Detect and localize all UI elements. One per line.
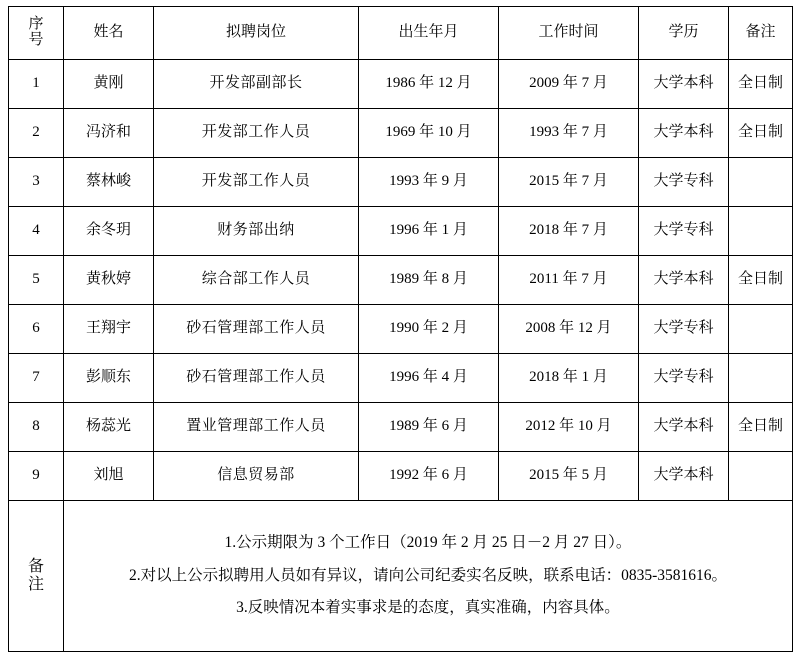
cell-index: 4 xyxy=(9,207,64,256)
column-header-index xyxy=(9,7,64,60)
table-row xyxy=(9,452,793,501)
table-row xyxy=(9,207,793,256)
column-header-work: 工作时间 xyxy=(499,7,639,60)
cell-note: 全日制 xyxy=(729,109,793,158)
cell-work: 2012 年 10 月 xyxy=(499,403,639,452)
cell-birth: 1989 年 8 月 xyxy=(359,256,499,305)
remarks-line-3: 3.反映情况本着实事求是的态度，真实准确，内容具体。 xyxy=(236,599,620,617)
cell-post: 砂石管理部工作人员 xyxy=(154,305,359,354)
cell-note: 全日制 xyxy=(729,403,793,452)
cell-name: 黄秋婷 xyxy=(64,256,154,305)
cell-name: 刘旭 xyxy=(64,452,154,501)
cell-education: 大学本科 xyxy=(639,109,729,158)
cell-name: 余冬玥 xyxy=(64,207,154,256)
table-row xyxy=(9,109,793,158)
column-header-index-line1: 序 xyxy=(28,16,44,33)
table-row xyxy=(9,354,793,403)
cell-index: 5 xyxy=(9,256,64,305)
cell-work: 2018 年 7 月 xyxy=(499,207,639,256)
cell-post: 开发部工作人员 xyxy=(154,158,359,207)
cell-post: 置业管理部工作人员 xyxy=(154,403,359,452)
remarks-line-1: 1.公示期限为 3 个工作日（2019 年 2 月 25 日－2 月 27 日）。 xyxy=(224,533,632,551)
column-header-index-line2: 号 xyxy=(28,32,44,48)
cell-work: 2018 年 1 月 xyxy=(499,354,639,403)
cell-note: 全日制 xyxy=(729,256,793,305)
remarks-content-cell xyxy=(64,501,793,652)
table-row xyxy=(9,305,793,354)
cell-post: 砂石管理部工作人员 xyxy=(154,354,359,403)
cell-index: 1 xyxy=(9,60,64,109)
cell-birth: 1992 年 6 月 xyxy=(359,452,499,501)
cell-education: 大学本科 xyxy=(639,60,729,109)
column-header-note: 备注 xyxy=(729,7,793,60)
remarks-label-cell xyxy=(9,501,64,652)
cell-post: 综合部工作人员 xyxy=(154,256,359,305)
cell-index: 8 xyxy=(9,403,64,452)
cell-education: 大学专科 xyxy=(639,354,729,403)
remarks-line-2: 2.对以上公示拟聘用人员如有异议，请向公司纪委实名反映，联系电话：0835-3581616。 xyxy=(128,566,728,584)
cell-name: 杨蕊光 xyxy=(64,403,154,452)
cell-work: 2015 年 5 月 xyxy=(499,452,639,501)
table-row xyxy=(9,60,793,109)
remarks-label-line2: 注 xyxy=(27,576,44,593)
cell-note xyxy=(729,207,793,256)
cell-note xyxy=(729,158,793,207)
cell-post: 财务部出纳 xyxy=(154,207,359,256)
cell-work: 2008 年 12 月 xyxy=(499,305,639,354)
cell-index: 6 xyxy=(9,305,64,354)
cell-education: 大学专科 xyxy=(639,158,729,207)
cell-work: 2015 年 7 月 xyxy=(499,158,639,207)
column-header-birth: 出生年月 xyxy=(359,7,499,60)
cell-note xyxy=(729,305,793,354)
cell-name: 彭顺东 xyxy=(64,354,154,403)
remarks-label-line1: 备 xyxy=(27,558,44,576)
cell-name: 蔡林峻 xyxy=(64,158,154,207)
table-body xyxy=(9,60,793,652)
cell-post: 信息贸易部 xyxy=(154,452,359,501)
cell-education: 大学本科 xyxy=(639,452,729,501)
cell-note xyxy=(729,452,793,501)
cell-birth: 1969 年 10 月 xyxy=(359,109,499,158)
column-header-post: 拟聘岗位 xyxy=(154,7,359,60)
table-row xyxy=(9,256,793,305)
table-header xyxy=(9,7,793,60)
cell-birth: 1993 年 9 月 xyxy=(359,158,499,207)
cell-name: 王翔宇 xyxy=(64,305,154,354)
cell-work: 2009 年 7 月 xyxy=(499,60,639,109)
cell-index: 7 xyxy=(9,354,64,403)
cell-name: 冯济和 xyxy=(64,109,154,158)
cell-index: 9 xyxy=(9,452,64,501)
candidate-roster-table xyxy=(8,6,793,652)
cell-education: 大学本科 xyxy=(639,403,729,452)
cell-post: 开发部副部长 xyxy=(154,60,359,109)
cell-note: 全日制 xyxy=(729,60,793,109)
cell-birth: 1986 年 12 月 xyxy=(359,60,499,109)
column-header-name: 姓名 xyxy=(64,7,154,60)
cell-education: 大学专科 xyxy=(639,305,729,354)
remarks-row xyxy=(9,501,793,652)
cell-index: 3 xyxy=(9,158,64,207)
cell-post: 开发部工作人员 xyxy=(154,109,359,158)
cell-work: 2011 年 7 月 xyxy=(499,256,639,305)
cell-birth: 1996 年 1 月 xyxy=(359,207,499,256)
cell-birth: 1996 年 4 月 xyxy=(359,354,499,403)
cell-name: 黄刚 xyxy=(64,60,154,109)
cell-index: 2 xyxy=(9,109,64,158)
cell-education: 大学专科 xyxy=(639,207,729,256)
cell-education: 大学本科 xyxy=(639,256,729,305)
table-row xyxy=(9,403,793,452)
cell-birth: 1989 年 6 月 xyxy=(359,403,499,452)
cell-birth: 1990 年 2 月 xyxy=(359,305,499,354)
table-row xyxy=(9,158,793,207)
column-header-education: 学历 xyxy=(639,7,729,60)
cell-note xyxy=(729,354,793,403)
cell-work: 1993 年 7 月 xyxy=(499,109,639,158)
header-row xyxy=(9,7,793,60)
